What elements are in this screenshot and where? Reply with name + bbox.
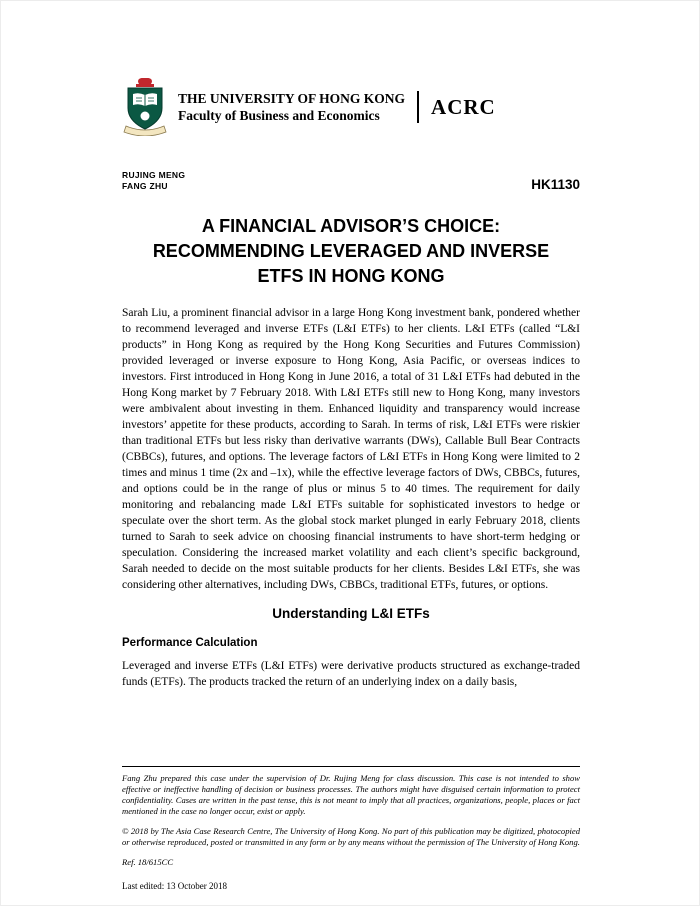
copyright-notice: © 2018 by The Asia Case Research Centre, The University of Hong Kong. No part of this publication may be digitized, photocopied or otherwise reproduced, posted or transmitted in any form or by any means without the permission of The University of Hong Kong. xyxy=(122,826,580,847)
author-names xyxy=(122,170,185,192)
section-heading-understanding-li-etfs: Understanding L&I ETFs xyxy=(272,606,430,621)
subsection-heading-performance-calculation: Performance Calculation xyxy=(122,637,258,649)
case-disclaimer: Fang Zhu prepared this case under the supervision of Dr. Rujing Meng for class discussion. This case is not intended to show effective or ineffective handling of decision or business processes. The authors might have disguised certain information to protect confidentiality. Cases are written in the past tense, this is not meant to imply that all practices, organizations, people, places or fact mentioned in the case no longer occur, exist or apply. xyxy=(122,773,580,816)
hku-crest-logo-icon xyxy=(122,78,168,136)
page-header xyxy=(122,78,580,136)
intro-paragraph: Sarah Liu, a prominent financial advisor in a large Hong Kong investment bank, pondered whether to recommend leveraged and inverse ETFs (L&I ETFs) to her clients. L&I ETFs (called “L&I products” in Hong Kong as required by the Hong Kong Securities and Futures Commission) provided leveraged or inverse exposure to Hong Kong, Asia Pacific, or overseas indices to investors. First introduced in Hong Kong in June 2016, a total of 31 L&I ETFs had debuted in the Hong Kong market by 7 February 2018. With L&I ETFs still new to Hong Kong, many investors were ambivalent about investing in them. Enhanced liquidity and transparency would increase investors’ appetite for these products, according to Sarah. In terms of risk, L&I ETFs were riskier than traditional ETFs but less risky than derivative warrants (DWs), Callable Bull Bear Contracts (CBBCs), futures, and options. The leverage factors of L&I ETFs in Hong Kong were limited to 2 times and minus 1 time (2x and –1x), while the effective leverage factors of DWs, CBBCs, futures, and options could be in the range of plus or minus 5 to 40 times. The requirement for daily monitoring and rebalancing made L&I ETFs suitable for sophisticated investors to hedge or speculate over the short term. As the global stock market plunged in early February 2018, clients turned to Sarah to seek advice on choosing financial instruments to have short-term hedging or speculation. Considering the increased market volatility and each client’s specific background, Sarah needed to decide on the most suitable products for her clients. Besides L&I ETFs, she was considering other alternatives, including DWs, CBBCs, traditional ETFs, futures, or options. xyxy=(122,307,580,591)
meta-row xyxy=(122,170,580,192)
performance-paragraph: Leveraged and inverse ETFs (L&I ETFs) were derivative products structured as exchange-traded funds (ETFs). The products tracked the return of an underlying index on a daily basis, xyxy=(122,660,580,688)
header-divider xyxy=(417,91,419,123)
author-name: FANG ZHU xyxy=(122,181,168,191)
author-name: RUJING MENG xyxy=(122,170,186,180)
footer xyxy=(122,766,580,891)
last-edited-date: Last edited: 13 October 2018 xyxy=(122,881,227,891)
case-title xyxy=(122,214,580,289)
faculty-name: Faculty of Business and Economics xyxy=(178,108,380,123)
case-title-line: A FINANCIAL ADVISOR’S CHOICE: xyxy=(201,216,501,236)
case-title-line: ETFS IN HONG KONG xyxy=(257,266,445,286)
page-content xyxy=(122,78,580,690)
university-name: THE UNIVERSITY OF HONG KONG xyxy=(178,91,406,106)
case-number: HK1130 xyxy=(531,177,580,192)
reference-number: Ref. 18/615CC xyxy=(122,857,174,867)
acrc-wordmark: ACRC xyxy=(431,94,496,119)
university-block xyxy=(178,90,496,124)
case-title-line: RECOMMENDING LEVERAGED AND INVERSE xyxy=(152,241,550,261)
